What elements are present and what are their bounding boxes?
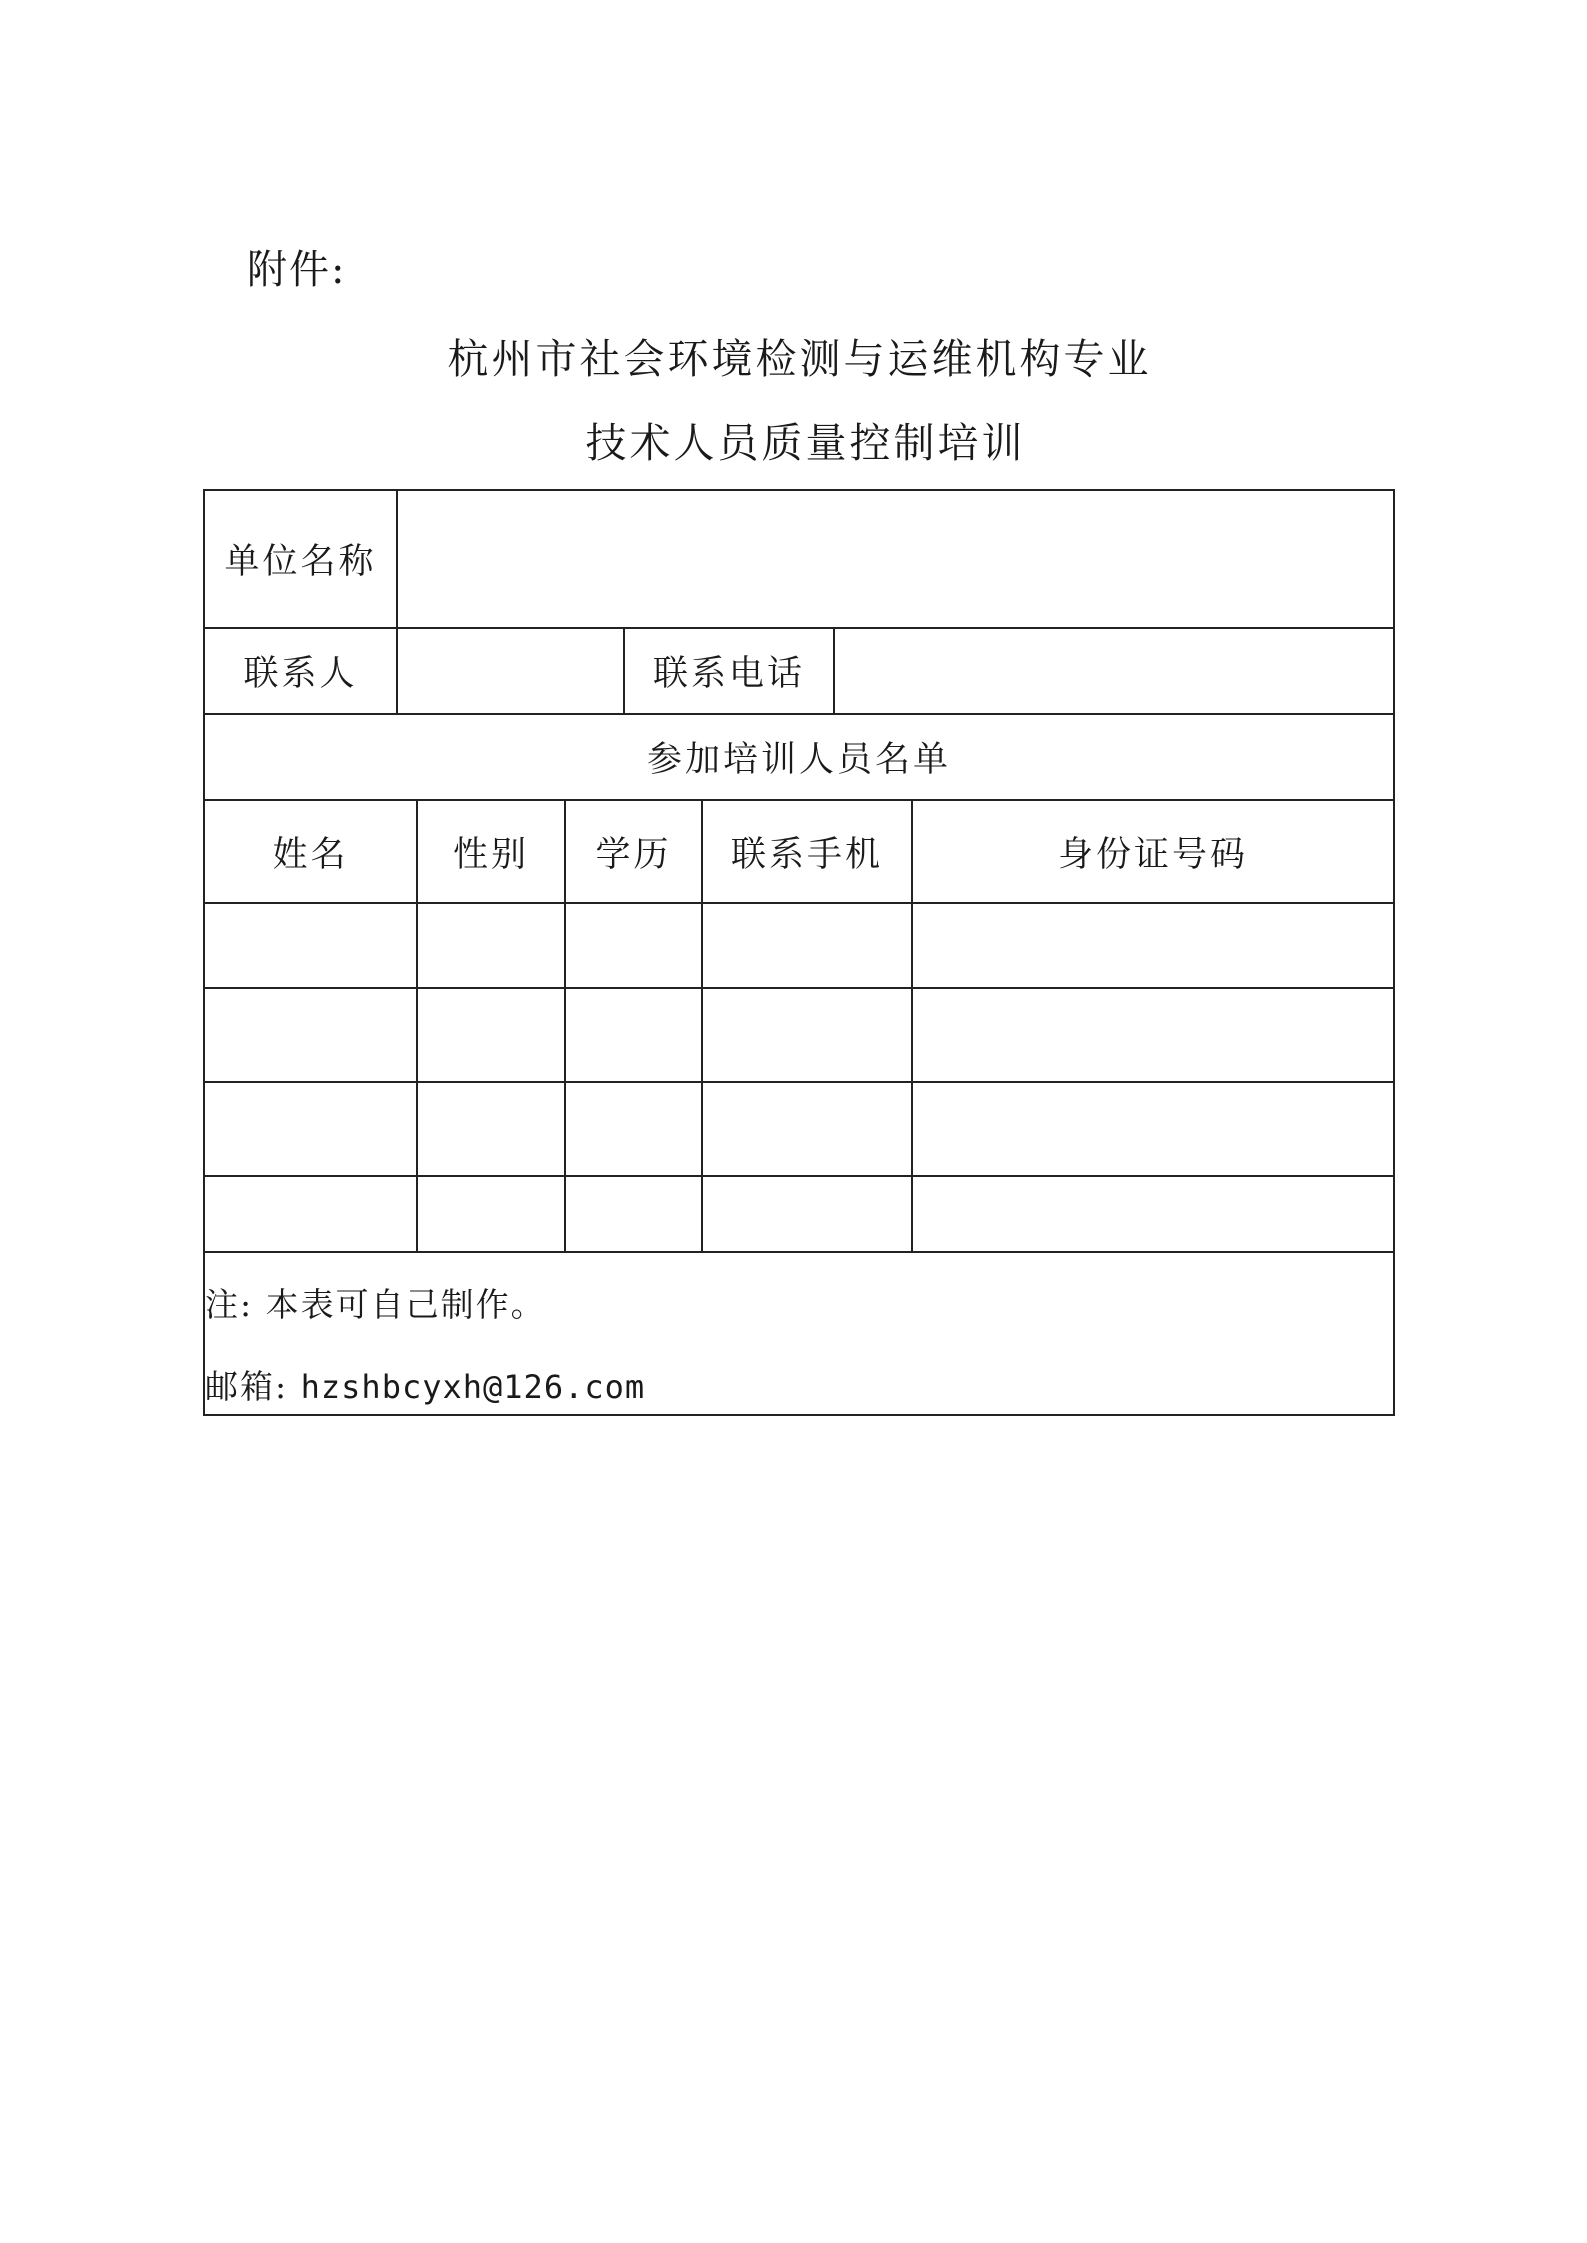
contact-phone-field[interactable]: [835, 629, 1393, 713]
gender-cell[interactable]: [418, 989, 566, 1081]
registration-form-table: [203, 489, 1395, 1416]
column-header-mobile: 联系手机: [703, 801, 913, 902]
email-line: [205, 1361, 645, 1408]
mobile-cell[interactable]: [703, 1083, 913, 1175]
document-title-line-2: 技术人员质量控制培训: [585, 419, 1026, 467]
name-cell[interactable]: [205, 904, 418, 987]
name-cell[interactable]: [205, 989, 418, 1081]
table-row: [205, 1083, 1393, 1177]
unit-name-label: 单位名称: [205, 491, 398, 627]
name-cell[interactable]: [205, 1083, 418, 1175]
id-number-cell[interactable]: [913, 1177, 1393, 1251]
notes-row: [205, 1253, 1393, 1414]
contact-person-label: 联系人: [205, 629, 398, 713]
contact-person-field[interactable]: [398, 629, 625, 713]
gender-cell[interactable]: [418, 1083, 566, 1175]
table-row: [205, 1177, 1393, 1253]
contact-phone-label: 联系电话: [625, 629, 835, 713]
mobile-cell[interactable]: [703, 989, 913, 1081]
notes-block: [205, 1253, 1393, 1414]
table-row: [205, 904, 1393, 989]
gender-cell[interactable]: [418, 1177, 566, 1251]
email-address: hzshbcyxh@126.com: [300, 1368, 646, 1406]
education-cell[interactable]: [566, 904, 703, 987]
unit-name-row: [205, 491, 1393, 629]
name-cell[interactable]: [205, 1177, 418, 1251]
participants-section-row: [205, 715, 1393, 801]
column-header-id-number: 身份证号码: [1057, 834, 1248, 875]
mobile-cell[interactable]: [703, 1177, 913, 1251]
document-title-line-1: 杭州市社会环境检测与运维机构专业: [447, 335, 1152, 383]
email-label: 邮箱:: [205, 1367, 289, 1406]
gender-cell[interactable]: [418, 904, 566, 987]
attachment-label: 附件:: [247, 247, 347, 293]
education-cell[interactable]: [566, 1083, 703, 1175]
column-header-name: 姓名: [205, 801, 418, 902]
participants-header-row: [205, 801, 1393, 904]
contact-row: [205, 629, 1393, 715]
id-number-cell[interactable]: [913, 989, 1393, 1081]
id-number-cell[interactable]: [913, 904, 1393, 987]
column-header-education: 学历: [566, 801, 703, 902]
unit-name-field[interactable]: [398, 491, 1393, 627]
education-cell[interactable]: [566, 989, 703, 1081]
table-row: [205, 989, 1393, 1083]
mobile-cell[interactable]: [703, 904, 913, 987]
education-cell[interactable]: [566, 1177, 703, 1251]
participants-section-title: 参加培训人员名单: [646, 740, 951, 780]
column-header-gender: 性别: [418, 801, 566, 902]
form-note: 注: 本表可自己制作。: [205, 1285, 546, 1324]
id-number-cell[interactable]: [913, 1083, 1393, 1175]
